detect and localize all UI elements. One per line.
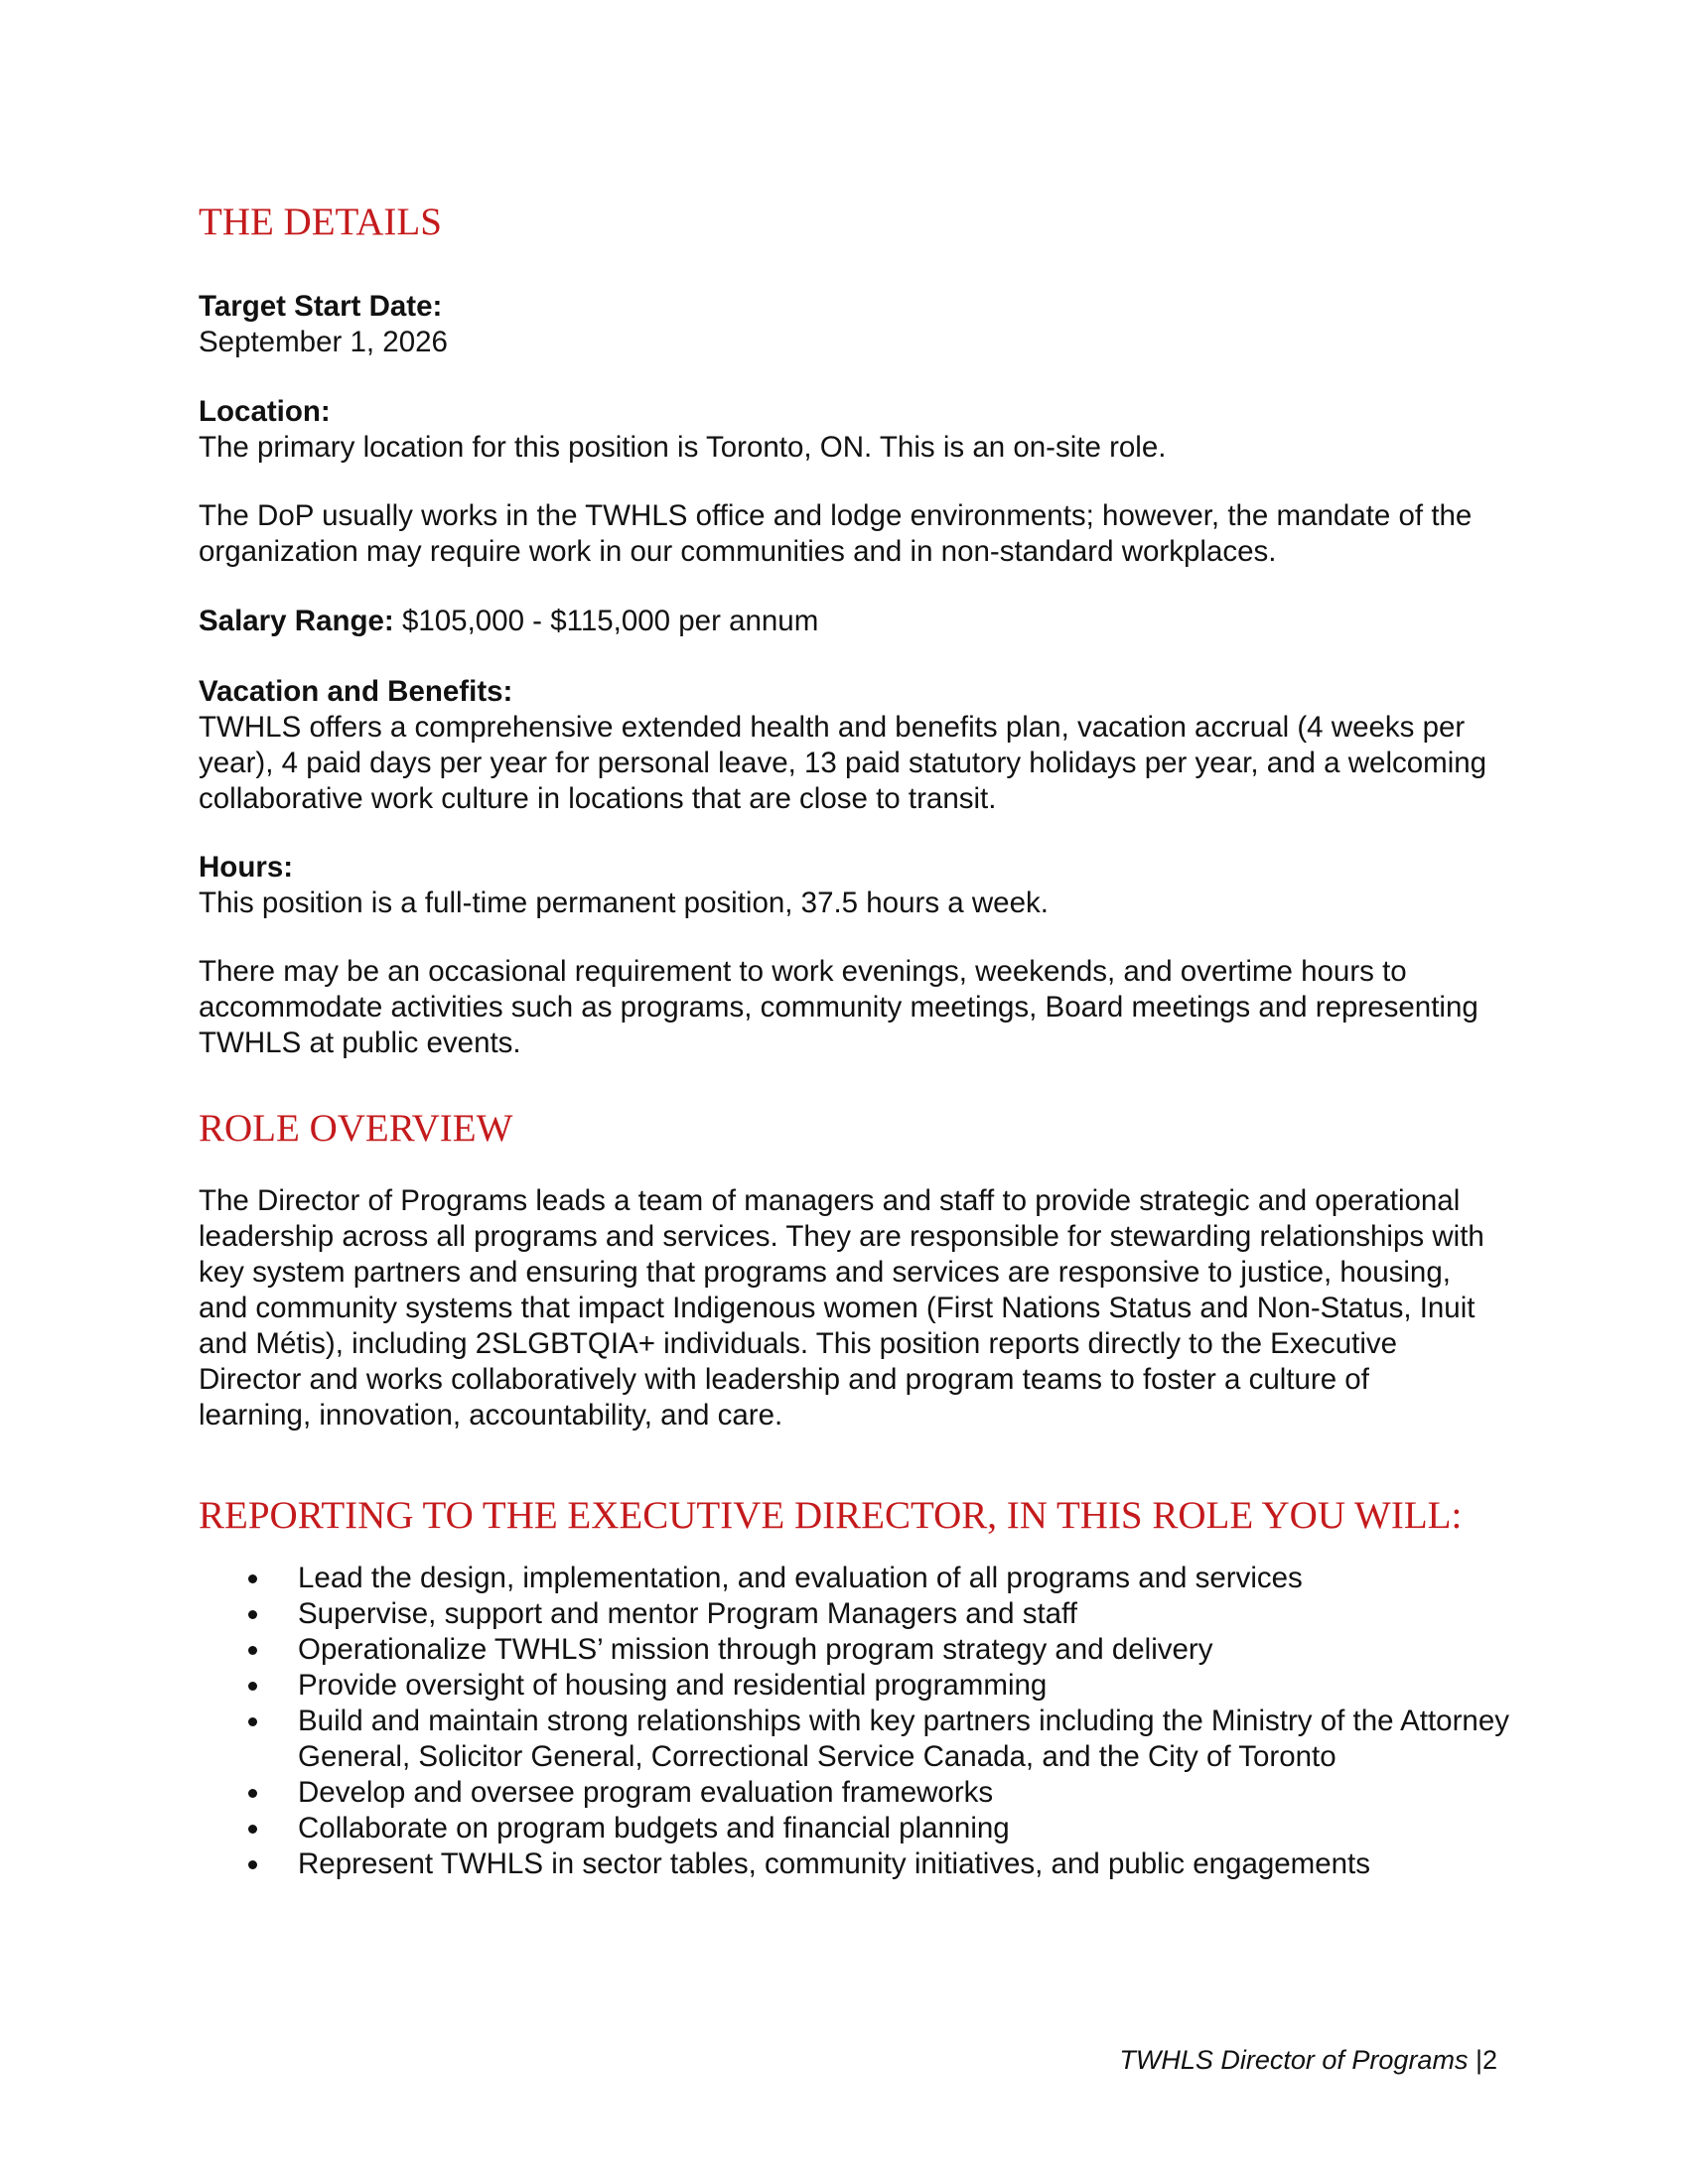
bullet-icon [248,1789,257,1798]
overview-heading: ROLE OVERVIEW [199,1107,513,1150]
list-item [199,1561,1509,1596]
list-item-text: Build and maintain strong relationships with key partners including the Ministry of the Attorney General, Solicitor General, Correctional Service Canada, and the City of Toronto [298,1705,1509,1773]
hours-value: This position is a full-time permanent position, 37.5 hours a week. [199,887,1049,919]
salary-line [199,604,1489,639]
location-label: Location: [199,395,331,428]
salary-label: Salary Range: [199,605,394,637]
details-heading: THE DETAILS [199,201,442,243]
footer-page-number: 2 [1481,2045,1497,2075]
bullet-icon [248,1825,257,1834]
list-item-text: Lead the design, implementation, and evaluation of all programs and services [298,1562,1303,1594]
responsibilities-heading: REPORTING TO THE EXECUTIVE DIRECTOR, IN THIS ROLE YOU WILL: [199,1494,1463,1537]
list-item [199,1811,1509,1846]
bullet-icon [248,1610,257,1619]
page-footer: TWHLS Director of Programs |2 [1119,2045,1497,2075]
list-item-text: Represent TWHLS in sector tables, community initiatives, and public engagements [298,1847,1371,1880]
list-item-text: Develop and oversee program evaluation frameworks [298,1776,994,1809]
list-item [199,1775,1509,1811]
list-item-text: Collaborate on program budgets and financial planning [298,1812,1010,1844]
bullet-icon [248,1646,257,1655]
location-value: The primary location for this position is Toronto, ON. This is an on-site role. [199,431,1167,464]
bullet-icon [248,1682,257,1691]
list-item-text: Supervise, support and mentor Program Managers and staff [298,1597,1077,1630]
bullet-icon [248,1574,257,1583]
start-date-label: Target Start Date: [199,290,443,323]
list-item-text: Operationalize TWHLS’ mission through program strategy and delivery [298,1633,1213,1666]
list-item-text: Provide oversight of housing and residential programming [298,1669,1048,1702]
list-item [199,1846,1509,1882]
bullet-icon [248,1860,257,1869]
bullet-icon [248,1717,257,1726]
salary-value: $105,000 - $115,000 per annum [393,605,819,637]
list-item [199,1596,1509,1632]
start-date-value: September 1, 2026 [199,326,448,358]
hours-label: Hours: [199,851,294,884]
overview-body: The Director of Programs leads a team of managers and staff to provide strategic and operational leadership across all programs and services. They are responsible for stewarding relationships with key system partners and ensuring that programs and services are responsive to justice, housing, and community systems that impact Indigenous women (First Nations Status and Non-Status, Inuit and Métis), including 2SLGBTQIA+ individuals. This position reports directly to the Executive Director and works collaboratively with leadership and program teams to foster a culture of learning, innovation, accountability, and care. [199,1184,1484,1432]
list-item [199,1704,1509,1775]
benefits-label: Vacation and Benefits: [199,675,513,708]
footer-doc-title: TWHLS Director of Programs [1119,2045,1469,2075]
responsibilities-list [199,1561,1509,1882]
list-item [199,1668,1509,1704]
list-item [199,1632,1509,1668]
hours-note: There may be an occasional requirement to work evenings, weekends, and overtime hours to accommodate activities such as programs, community meetings, Board meetings and representing TWHLS at public events. [199,955,1478,1059]
benefits-value: TWHLS offers a comprehensive extended health and benefits plan, vacation accrual (4 weeks per year), 4 paid days per year for personal leave, 13 paid statutory holidays per year, and a welcoming collaborative work culture in locations that are close to transit. [199,711,1487,815]
location-note: The DoP usually works in the TWHLS office and lodge environments; however, the mandate of the organization may require work in our communities and in non-standard workplaces. [199,499,1473,568]
